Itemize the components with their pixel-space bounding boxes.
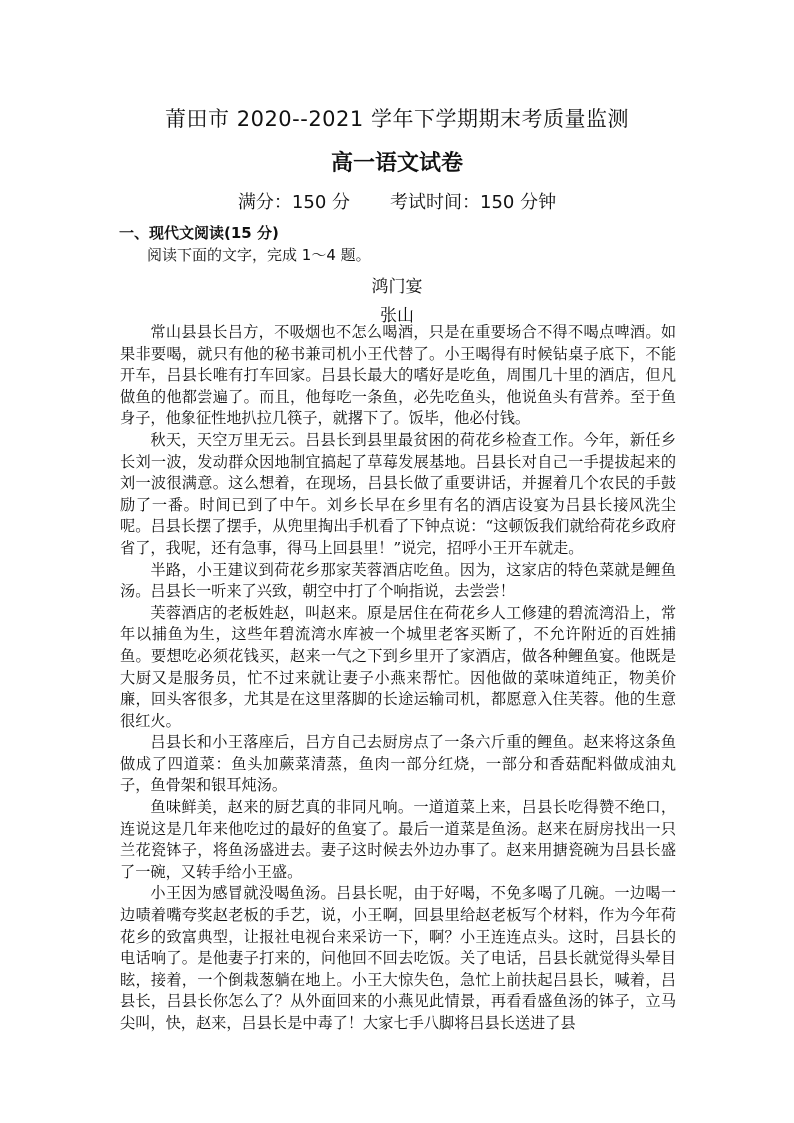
story-paragraph: 芙蓉酒店的老板姓赵，叫赵来。原是居住在荷花乡人工修建的碧流湾沿上，常年以捕鱼为生，这些年碧流湾水库被一个城里老客买断了，不允许附近的百姓捕鱼。要想吃必须花钱买，赵来一气之下到乡里开了家酒店，做各种鲤鱼宴。他既是大厨又是服务员，忙不过来就让妻子小燕来帮忙。因他做的菜味道纯正，物美价廉，回头客很多，尤其是在这里落脚的长途运输司机，都愿意入住芙蓉。他的生意很红火。 — [120, 603, 676, 730]
story-title: 鸿门宴 — [371, 277, 423, 297]
exam-title: 莆田市 2020--2021 学年下学期期末考质量监测 — [165, 107, 629, 131]
exam-time: 考试时间：150 分钟 — [390, 192, 557, 213]
paper-title: 高一语文试卷 — [330, 151, 463, 176]
story-paragraph: 常山县县长吕方，不吸烟也不怎么喝酒，只是在重要场合不得不喝点啤酒。如果非要喝，就只有他的秘书兼司机小王代替了。小王喝得有时候钻桌子底下，不能开车，吕县长唯有打车回家。吕县长最大的嗜好是吃鱼，周围几十里的酒店，但凡做鱼的他都尝遍了。而且，他每吃一条鱼，必先吃鱼头，他说鱼头有营养。至于鱼身子，他象征性地扒拉几筷子，就撂下了。饭毕，他必付钱。 — [120, 323, 676, 428]
story-paragraph: 鱼味鲜美，赵来的厨艺真的非同凡响。一道道菜上来，吕县长吃得赞不绝口，连说这是几年来他吃过的最好的鱼宴了。最后一道菜是鱼汤。赵来在厨房找出一只兰花瓷钵子，将鱼汤盛进去。妻子这时候去外边办事了。赵来用搪瓷碗为吕县长盛了一碗，又转手给小王盛。 — [120, 798, 676, 881]
story-paragraph: 小王因为感冒就没喝鱼汤。吕县长呢，由于好喝，不免多喝了几碗。一边喝一边啧着嘴夸奖赵老板的手艺，说，小王啊，回县里给赵老板写个材料，作为今年荷花乡的致富典型，让报社电视台来采访一下，啊？小王连连点头。这时，吕县长的电话响了。是他妻子打来的，问他回不回去吃饭。关了电话，吕县长就觉得头晕目眩，接着，一个倒栽葱躺在地上。小王大惊失色，急忙上前扶起吕县长，喊着，吕县长，吕县长你怎么了？从外面回来的小燕见此情景，再看看盛鱼汤的钵子，立马尖叫，快，赵来，吕县长是中毒了！大家七手八脚将吕县长送进了县 — [120, 884, 676, 1032]
story-paragraph: 半路，小王建议到荷花乡那家芙蓉酒店吃鱼。因为，这家店的特色菜就是鲤鱼汤。吕县长一听来了兴致，朝空中打了个响指说，去尝尝！ — [120, 560, 676, 601]
score-line — [0, 188, 794, 214]
story-paragraph: 吕县长和小王落座后，吕方自己去厨房点了一条六斤重的鲤鱼。赵来将这条鱼做成了四道菜：鱼头加蕨菜清蒸，鱼肉一部分红烧，一部分和香菇配料做成油丸子，鱼骨架和银耳炖汤。 — [120, 733, 676, 795]
section-heading: 一、现代文阅读(15 分) — [119, 224, 279, 242]
section-instruction: 阅读下面的文字，完成 1～4 题。 — [147, 246, 371, 264]
story-author: 张山 — [380, 306, 414, 326]
story-paragraph: 秋天，天空万里无云。吕县长到县里最贫困的荷花乡检查工作。今年，新任乡长刘一波，发动群众因地制宜搞起了草莓发展基地。吕县长对自己一手提拔起来的刘一波很满意。这么想着，在现场，吕县长做了重要讲话，并握着几个农民的手鼓励了一番。时间已到了中午。刘乡长早在乡里有名的酒店设宴为吕县长接风洗尘呢。吕县长摆了摆手，从兜里掏出手机看了下钟点说：“这顿饭我们就给荷花乡政府省了，我呢，还有急事，得马上回县里！”说完，招呼小王开车就走。 — [120, 430, 676, 557]
full-score: 满分：150 分 — [237, 192, 350, 213]
story-body — [120, 322, 676, 1035]
